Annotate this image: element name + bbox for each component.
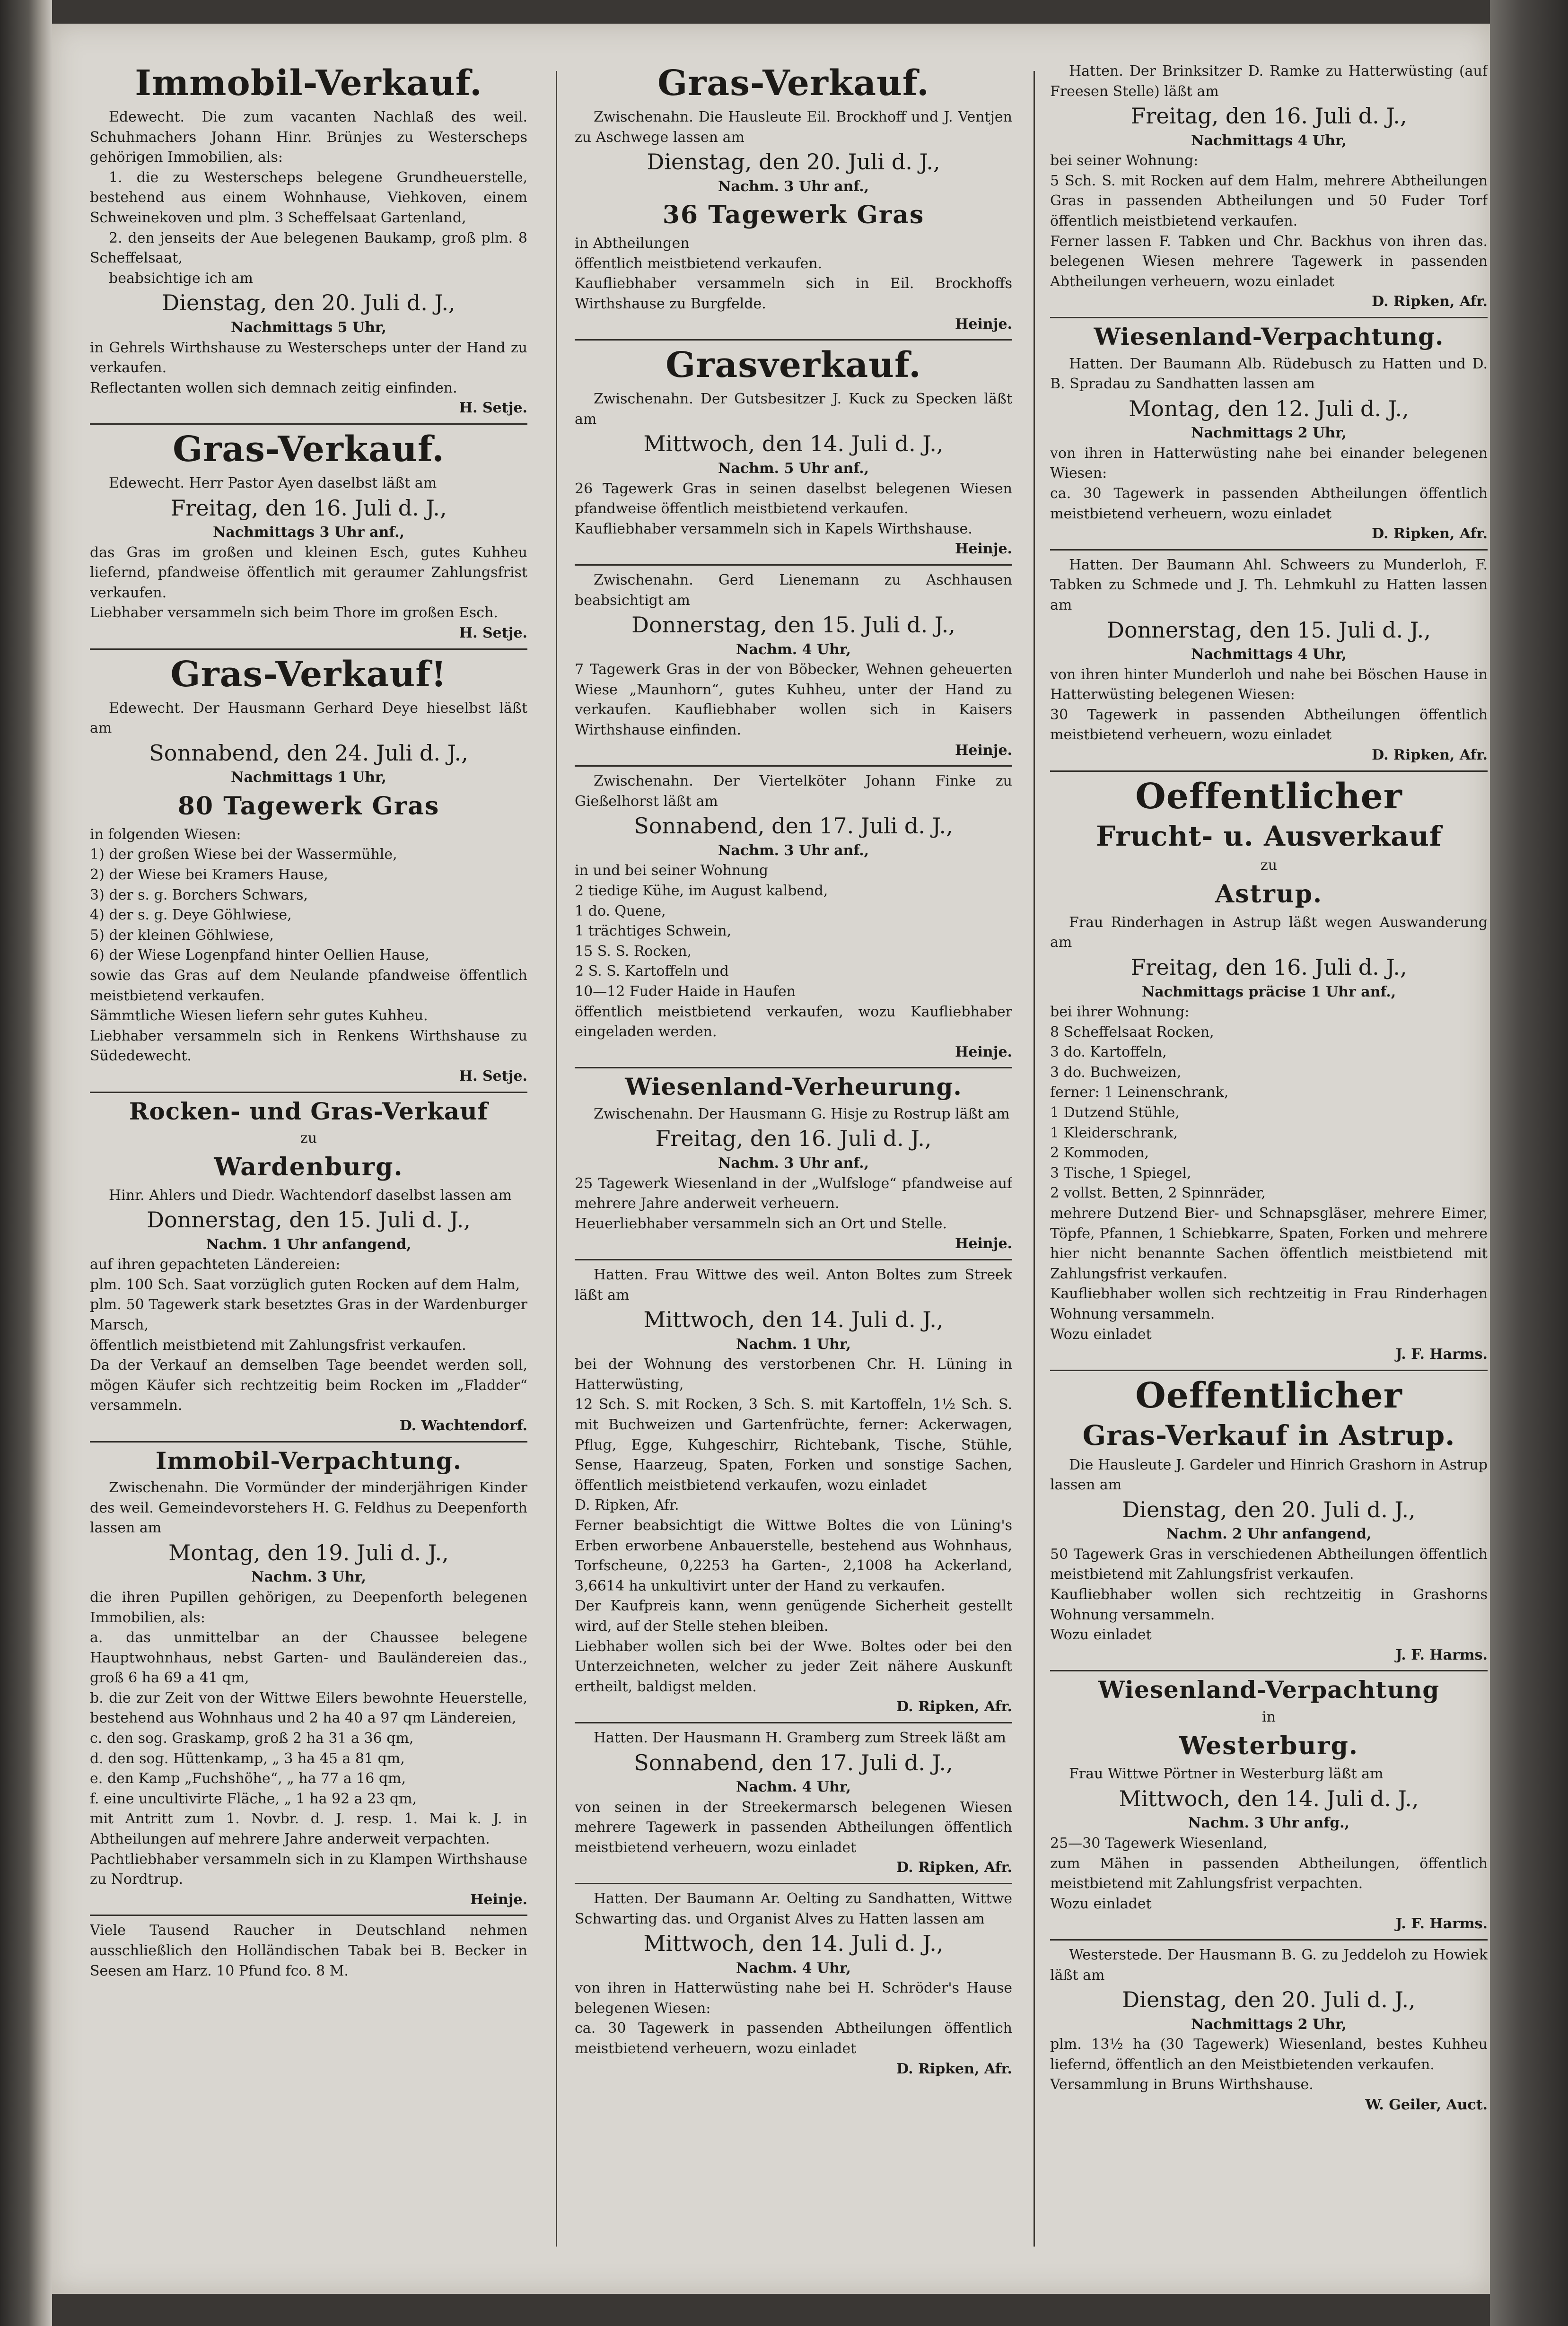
ad-text: 15 S. S. Rocken,	[575, 943, 692, 960]
ad-text: Zwischenahn. Gerd Lienemann zu Aschhausen beabsichtigt am	[575, 571, 1012, 609]
ad-text: Hatten. Frau Wittwe des weil. Anton Boltes zum Streek läßt am	[575, 1266, 1012, 1303]
ad-signature: W. Geiler, Auct.	[1365, 2097, 1488, 2114]
ad-heading: Gras-Verkauf.	[173, 428, 445, 470]
ad-text: Kaufliebhaber versammeln sich in Kapels Wirthshause.	[575, 520, 972, 537]
ad-date: Donnerstag, den 15. Juli d. J.,	[147, 1207, 471, 1233]
ad-date: Freitag, den 16. Juli d. J.,	[170, 495, 447, 521]
ad-text: Zwischenahn. Die Hausleute Eil. Brockhoff und J. Ventjen zu Aschwege lassen am	[575, 109, 1012, 146]
ad-text: 26 Tagewerk Gras in seinen daselbst belegenen Wiesen pfandweise öffentlich meistbietend verkaufen.	[575, 480, 1012, 517]
advertisement	[575, 345, 1012, 566]
ad-heading: Immobil-Verkauf.	[135, 63, 482, 104]
ad-date: Donnerstag, den 15. Juli d. J.,	[1107, 617, 1431, 643]
ad-text: bei ihrer Wohnung:	[1050, 1004, 1190, 1021]
ad-text: Wozu einladet	[1050, 1326, 1152, 1343]
ad-text: Heuerliebhaber versammeln sich an Ort und Stelle.	[575, 1215, 947, 1232]
ad-text: Hatten. Der Hausmann H. Gramberg zum Streek läßt am	[594, 1729, 1006, 1746]
ad-text: von ihren hinter Munderloh und nahe bei Böschen Hause in Hatterwüsting belegenen Wiesen:	[1050, 666, 1488, 703]
advertisement	[575, 1728, 1012, 1884]
ad-text: Liebhaber wollen sich bei der Wwe. Boltes oder bei den Unterzeichneten, welcher zu jeder Zeit nähere Auskunft ertheilt, baldigst melden.	[575, 1638, 1012, 1695]
ad-text: 30 Tagewerk in passenden Abtheilungen öffentlich meistbietend verheuern, wozu einladet	[1050, 706, 1488, 743]
ad-date: Sonnabend, den 24. Juli d. J.,	[149, 740, 468, 766]
ad-text: f. eine uncultivirte Fläche, „ 1 ha 92 a 23 qm,	[90, 1790, 417, 1807]
ad-text: in folgenden Wiesen:	[90, 826, 241, 843]
advertisement	[90, 429, 527, 650]
ad-text: Kaufliebhaber wollen sich rechtzeitig in Frau Rinderhagen Wohnung versammeln.	[1050, 1285, 1488, 1323]
ad-date: Montag, den 12. Juli d. J.,	[1129, 395, 1409, 421]
ad-date: Freitag, den 16. Juli d. J.,	[1130, 954, 1407, 980]
ad-signature: D. Ripken, Afr.	[1372, 293, 1488, 310]
ad-signature: Heinje.	[955, 541, 1012, 558]
ad-text: von ihren in Hatterwüsting nahe bei H. Schröder's Hause belegenen Wiesen:	[575, 1980, 1012, 2017]
ad-text: Kaufliebhaber versammeln sich in Eil. Brockhoffs Wirthshause zu Burgfelde.	[575, 275, 1012, 312]
ad-heading: Oeffentlicher	[1135, 1375, 1402, 1416]
ad-text: 3 do. Buchweizen,	[1050, 1064, 1182, 1081]
ad-text: Liebhaber versammeln sich beim Thore im großen Esch.	[90, 604, 498, 621]
ad-text: d. den sog. Hüttenkamp, „ 3 ha 45 a 81 qm,	[90, 1750, 405, 1767]
ad-text: 8 Scheffelsaat Rocken,	[1050, 1023, 1214, 1041]
ad-text: in Abtheilungen	[575, 235, 690, 252]
ad-text: zu	[300, 1130, 317, 1147]
ad-highlight: 36 Tagewerk Gras	[662, 201, 925, 230]
ad-text: zu	[1260, 857, 1278, 874]
ad-text: plm. 100 Sch. Saat vorzüglich guten Rocken auf dem Halm,	[90, 1276, 520, 1293]
ad-signature: H. Setje.	[459, 625, 527, 642]
ad-time: Nachmittags 4 Uhr,	[1191, 646, 1347, 663]
ad-text: in Gehrels Wirthshause zu Westerscheps unter der Hand zu verkaufen.	[90, 339, 527, 376]
ad-time: Nachm. 4 Uhr,	[736, 1779, 851, 1796]
ad-text: Edewecht. Die zum vacanten Nachlaß des weil. Schuhmachers Johann Hinr. Brünjes zu Westerscheps gehörigen Immobilien, als:	[90, 109, 527, 166]
ad-text: b. die zur Zeit von der Wittwe Eilers bewohnte Heuerstelle, bestehend aus Wohnhaus und 2 ha 40 a 97 qm Ländereien,	[90, 1689, 527, 1727]
column-middle	[575, 61, 1012, 2261]
ad-text: 50 Tagewerk Gras in verschiedenen Abtheilungen öffentlich meistbietend mit Zahlungsfrist verkaufen.	[1050, 1546, 1488, 1583]
ad-text: Da der Verkauf an demselben Tage beendet werden soll, mögen Käufer sich rechtzeitig beim Rocken im „Fladder“ versammeln.	[90, 1357, 527, 1414]
ad-signature: Heinje.	[955, 315, 1012, 332]
ad-text: 4) der s. g. Deye Göhlwiese,	[90, 907, 292, 924]
ad-time: Nachm. 1 Uhr anfangend,	[206, 1236, 412, 1253]
ad-time: Nachm. 4 Uhr,	[736, 641, 851, 658]
ad-heading: Grasverkauf.	[666, 345, 921, 386]
ad-text: a. das unmittelbar an der Chaussee belegene Hauptwohnhaus, nebst Garten- und Bauländereien das., groß 6 ha 69 a 41 qm,	[90, 1629, 527, 1687]
ad-heading: Gras-Verkauf!	[170, 654, 447, 695]
ad-date: Sonnabend, den 17. Juli d. J.,	[634, 1749, 953, 1775]
ad-time: Nachm. 3 Uhr anf.,	[718, 1154, 869, 1172]
ad-signature: J. F. Harms.	[1395, 1346, 1488, 1363]
ad-signature: D. Ripken, Afr.	[896, 1859, 1012, 1876]
ad-text: Westerstede. Der Hausmann B. G. zu Jeddeloh zu Howiek läßt am	[1050, 1947, 1488, 1984]
ad-highlight: Wardenburg.	[214, 1152, 403, 1181]
ad-text: Die Hausleute J. Gardeler und Hinrich Grashorn in Astrup lassen am	[1050, 1456, 1488, 1494]
ad-time: Nachmittags präcise 1 Uhr anf.,	[1141, 983, 1396, 1000]
ad-signature: Heinje.	[955, 742, 1012, 759]
ad-text: bei seiner Wohnung:	[1050, 152, 1199, 169]
ad-text: 7 Tagewerk Gras in der von Böbecker, Wehnen geheuerten Wiese „Maunhorn“, gutes Kuhheu, unter der Hand zu verkaufen. Kaufliebhaber wollen sich in Kaisers Wirthshause einfinden.	[575, 661, 1012, 738]
ad-date: Dienstag, den 20. Juli d. J.,	[1122, 1496, 1416, 1522]
ad-text: ca. 30 Tagewerk in passenden Abtheilungen öffentlich meistbietend verheuern, wozu einladet	[1050, 485, 1488, 522]
ad-signature: Heinje.	[955, 1043, 1012, 1060]
ad-text: ferner: 1 Leinenschrank,	[1050, 1084, 1229, 1101]
ad-text: 2 Kommoden,	[1050, 1145, 1149, 1162]
ad-text: c. den sog. Graskamp, groß 2 ha 31 a 36 qm,	[90, 1730, 414, 1747]
advertisement	[1050, 555, 1488, 772]
ad-text: 10—12 Fuder Haide in Haufen	[575, 983, 796, 1000]
ad-heading: Wiesenland-Verheurung.	[625, 1073, 962, 1101]
ad-text: 6) der Wiese Logenpfand hinter Oellien Hause,	[90, 947, 429, 964]
ad-heading: Immobil-Verpachtung.	[155, 1446, 462, 1475]
ad-text: Der Kaufpreis kann, wenn genügende Sicherheit gestellt wird, auf der Stelle stehen bleiben.	[575, 1598, 1012, 1635]
ad-text: auf ihren gepachteten Ländereien:	[90, 1256, 341, 1273]
ad-text: in	[1262, 1708, 1276, 1725]
ad-time: Nachmittags 4 Uhr,	[1191, 132, 1347, 149]
ad-text: Zwischenahn. Der Gutsbesitzer J. Kuck zu Specken läßt am	[575, 391, 1012, 428]
ad-text: Wozu einladet	[1050, 1626, 1152, 1644]
ad-text: 12 Sch. S. mit Rocken, 3 Sch. S. mit Kartoffeln, 1½ Sch. S. mit Buchweizen und Gartenfrüchte, ferner: Ackerwagen, Pflug, Egge, Kuhgeschirr, Richtebank, Tische, Stühle, Sense, Haarzeug, Spaten, Forken und sonstige Sachen, öffentlich meistbietend verkaufen, wozu einladet	[575, 1396, 1012, 1494]
ad-text: beabsichtige ich am	[109, 270, 253, 287]
ad-text: Liebhaber versammeln sich in Renkens Wirthshause zu Südedewecht.	[90, 1027, 527, 1065]
ad-text: 3) der s. g. Borchers Schwars,	[90, 886, 308, 903]
advertisement	[575, 771, 1012, 1068]
ad-text: 2) der Wiese bei Kramers Hause,	[90, 866, 328, 883]
advertisement	[1050, 777, 1488, 1371]
ad-text: 3 Tische, 1 Spiegel,	[1050, 1164, 1191, 1181]
ad-text: Ferner lassen F. Tabken und Chr. Backhus von ihren das. belegenen Wiesen mehrere Tagewerk in passenden Abtheilungen verheuern, wozu einladet	[1050, 233, 1488, 290]
ad-text: ca. 30 Tagewerk in passenden Abtheilungen öffentlich meistbietend verheuern, wozu einladet	[575, 2020, 1012, 2057]
ad-text: D. Ripken, Afr.	[575, 1497, 679, 1514]
ad-highlight: Westerburg.	[1179, 1731, 1359, 1760]
ad-text: Edewecht. Der Hausmann Gerhard Deye hieselbst läßt am	[90, 700, 527, 737]
newspaper-page	[52, 24, 1490, 2294]
ad-text: das Gras im großen und kleinen Esch, gutes Kuhheu liefernd, pfandweise öffentlich mit geraumer Zahlungsfrist verkaufen.	[90, 544, 527, 601]
advertisement	[90, 1447, 527, 1916]
ad-signature: J. F. Harms.	[1395, 1646, 1488, 1663]
ad-date: Dienstag, den 20. Juli d. J.,	[1122, 1987, 1416, 2013]
ad-date: Mittwoch, den 14. Juli d. J.,	[643, 1307, 944, 1333]
ad-heading: Frucht- u. Ausverkauf	[1096, 820, 1442, 852]
ad-text: die ihren Pupillen gehörigen, zu Deepenforth belegenen Immobilien, als:	[90, 1589, 527, 1626]
ad-text: Hatten. Der Brinksitzer D. Ramke zu Hatterwüsting (auf Freesen Stelle) läßt am	[1050, 63, 1488, 100]
ad-text: 1) der großen Wiese bei der Wassermühle,	[90, 846, 397, 863]
ad-signature: D. Ripken, Afr.	[1372, 525, 1488, 542]
ad-date: Dienstag, den 20. Juli d. J.,	[162, 290, 456, 316]
ad-text: 2. den jenseits der Aue belegenen Baukamp, groß plm. 8 Scheffelsaat,	[90, 229, 527, 267]
ad-text: Edewecht. Herr Pastor Ayen daselbst läßt am	[109, 475, 437, 491]
ad-text: Kaufliebhaber wollen sich rechtzeitig in Grashorns Wohnung versammeln.	[1050, 1586, 1488, 1623]
ad-text: Hinr. Ahlers und Diedr. Wachtendorf daselbst lassen am	[109, 1187, 512, 1204]
ad-text: 2 S. S. Kartoffeln und	[575, 963, 729, 980]
ad-text: mit Antritt zum 1. Novbr. d. J. resp. 1. Mai k. J. in Abtheilungen auf mehrere Jahre anderweit verpachten.	[90, 1810, 527, 1848]
column-divider	[556, 71, 557, 2247]
ad-date: Sonnabend, den 17. Juli d. J.,	[634, 813, 953, 839]
advertisement	[1050, 1945, 1488, 2120]
ad-text: öffentlich meistbietend mit Zahlungsfrist verkaufen.	[90, 1337, 466, 1354]
ad-text: Zwischenahn. Der Hausmann G. Hisje zu Rostrup läßt am	[594, 1105, 1010, 1122]
ad-heading: Wiesenland-Verpachtung.	[1094, 323, 1444, 351]
advertisement	[575, 570, 1012, 767]
ad-time: Nachm. 3 Uhr anf.,	[718, 178, 869, 195]
ad-text: e. den Kamp „Fuchshöhe“, „ ha 77 a 16 qm,	[90, 1770, 406, 1787]
ad-time: Nachm. 2 Uhr anfangend,	[1166, 1526, 1372, 1543]
ad-text: plm. 50 Tagewerk stark besetztes Gras in der Wardenburger Marsch,	[90, 1296, 527, 1333]
column-left	[90, 61, 527, 2261]
ad-date: Dienstag, den 20. Juli d. J.,	[647, 149, 940, 175]
ad-text: zum Mähen in passenden Abtheilungen, öffentlich meistbietend mit Zahlungsfrist verpachten.	[1050, 1855, 1488, 1892]
ad-date: Freitag, den 16. Juli d. J.,	[655, 1126, 932, 1152]
ad-heading: Gras-Verkauf.	[657, 63, 929, 104]
book-spine	[0, 0, 52, 2326]
ad-text: von seinen in der Streekermarsch belegenen Wiesen mehrere Tagewerk in passenden Abtheilungen öffentlich meistbietend verheuern, wozu einladet	[575, 1799, 1012, 1856]
advertisement	[575, 1889, 1012, 2084]
ad-date: Mittwoch, den 14. Juli d. J.,	[643, 1931, 944, 1957]
ad-text: 1 Dutzend Stühle,	[1050, 1104, 1180, 1121]
ad-text: 5) der kleinen Göhlwiese,	[90, 927, 274, 944]
ad-time: Nachmittags 5 Uhr,	[231, 319, 386, 336]
advertisement	[575, 1073, 1012, 1260]
advertisement	[90, 1098, 527, 1443]
ad-heading: Oeffentlicher	[1135, 776, 1402, 817]
advertisement	[1050, 1676, 1488, 1941]
column-divider	[1034, 71, 1035, 2247]
advertisement	[575, 63, 1012, 341]
ad-text: 25—30 Tagewerk Wiesenland,	[1050, 1835, 1268, 1852]
ad-time: Nachmittags 2 Uhr,	[1191, 2016, 1347, 2033]
ad-text: Reflectanten wollen sich demnach zeitig einfinden.	[90, 379, 457, 396]
ad-text: 1 Kleiderschrank,	[1050, 1124, 1178, 1141]
ad-text: 3 do. Kartoffeln,	[1050, 1044, 1167, 1061]
ad-text: 1 do. Quene,	[575, 902, 666, 919]
ad-signature: J. F. Harms.	[1395, 1915, 1488, 1933]
ad-text: 1 trächtiges Schwein,	[575, 923, 732, 940]
ad-time: Nachm. 3 Uhr,	[251, 1569, 366, 1586]
ad-text: 2 tiedige Kühe, im August kalbend,	[575, 883, 828, 900]
advertisement	[575, 1265, 1012, 1723]
ad-signature: Heinje.	[955, 1235, 1012, 1252]
ad-text: öffentlich meistbietend verkaufen.	[575, 255, 823, 272]
ad-time: Nachmittags 2 Uhr,	[1191, 425, 1347, 442]
ad-text: Zwischenahn. Die Vormünder der minderjährigen Kinder des weil. Gemeindevorstehers H. G. Feldhus zu Deepenforth lassen am	[90, 1479, 527, 1537]
ad-text: 5 Sch. S. mit Rocken auf dem Halm, mehrere Abtheilungen Gras in passenden Abtheilungen und 50 Fuder Torf öffentlich meistbietend verkaufen.	[1050, 172, 1488, 230]
ad-text: Zwischenahn. Der Viertelköter Johann Finke zu Gießelhorst läßt am	[575, 773, 1012, 810]
ad-time: Nachm. 3 Uhr anfg.,	[1188, 1815, 1350, 1832]
ad-text: mehrere Dutzend Bier- und Schnapsgläser, mehrere Eimer, Töpfe, Pfannen, 1 Schiebkarre, Spaten, Forken und mehrere hier nicht benannte Sachen öffentlich meistbietend mit Zahlungsfrist verkaufen.	[1050, 1205, 1488, 1282]
ad-text: 2 vollst. Betten, 2 Spinnräder,	[1050, 1185, 1266, 1202]
ad-date: Mittwoch, den 14. Juli d. J.,	[1119, 1785, 1419, 1811]
ad-text: in und bei seiner Wohnung	[575, 862, 768, 879]
column-right	[1050, 61, 1488, 2261]
ad-signature: D. Ripken, Afr.	[896, 2060, 1012, 2077]
ad-text: plm. 13½ ha (30 Tagewerk) Wiesenland, bestes Kuhheu liefernd, öffentlich an den Meistbietenden verkaufen.	[1050, 2036, 1488, 2073]
page-edge	[1490, 0, 1568, 2326]
advertisement	[90, 63, 527, 425]
ad-date: Montag, den 19. Juli d. J.,	[168, 1539, 449, 1565]
ad-text: sowie das Gras auf dem Neulande pfandweise öffentlich meistbietend verkaufen.	[90, 967, 527, 1004]
advertisement	[90, 655, 527, 1093]
ad-text: Ferner beabsichtigt die Wittwe Boltes die von Lüning's Erben erworbene Anbauerstelle, bestehend aus Wohnhaus, Torfscheune, 0,2253 ha Garten-, 2,1008 ha Ackerland, 3,6614 ha unkultivirt unter der Hand zu verkaufen.	[575, 1517, 1012, 1594]
ad-signature: D. Ripken, Afr.	[1372, 747, 1488, 764]
ad-date: Mittwoch, den 14. Juli d. J.,	[643, 431, 944, 457]
ad-time: Nachmittags 1 Uhr,	[231, 769, 386, 786]
ad-text: Frau Wittwe Pörtner in Westerburg läßt am	[1069, 1766, 1384, 1783]
ad-date: Donnerstag, den 15. Juli d. J.,	[631, 612, 955, 638]
ad-text: von ihren in Hatterwüsting nahe bei einander belegenen Wiesen:	[1050, 445, 1488, 482]
ad-heading: Gras-Verkauf in Astrup.	[1082, 1419, 1455, 1452]
ad-signature: H. Setje.	[459, 400, 527, 417]
ad-highlight: Astrup.	[1215, 880, 1323, 909]
ad-time: Nachm. 3 Uhr anf.,	[718, 842, 869, 859]
ad-text: Hatten. Der Baumann Ar. Oelting zu Sandhatten, Wittwe Schwarting das. und Organist Alves zu Hatten lassen am	[575, 1890, 1012, 1927]
ad-highlight: 80 Tagewerk Gras	[177, 792, 440, 821]
ad-heading: Wiesenland-Verpachtung	[1098, 1676, 1440, 1704]
ad-text: Pachtliebhaber versammeln sich in zu Klampen Wirthshause zu Nordtrup.	[90, 1851, 527, 1888]
ad-time: Nachm. 5 Uhr anf.,	[718, 460, 869, 477]
ad-heading: Rocken- und Gras-Verkauf	[129, 1097, 489, 1125]
ad-text: Hatten. Der Baumann Alb. Rüdebusch zu Hatten und D. B. Spradau zu Sandhatten lassen am	[1050, 355, 1488, 393]
ad-text: Frau Rinderhagen in Astrup läßt wegen Auswanderung am	[1050, 914, 1488, 951]
advertisement	[1050, 323, 1488, 551]
ad-date: Freitag, den 16. Juli d. J.,	[1130, 103, 1407, 129]
ad-text: bei der Wohnung des verstorbenen Chr. H. Lüning in Hatterwüsting,	[575, 1356, 1012, 1393]
ad-signature: D. Ripken, Afr.	[896, 1698, 1012, 1715]
ad-time: Nachm. 4 Uhr,	[736, 1959, 851, 1976]
advertisement	[90, 1921, 527, 1986]
ad-time: Nachm. 1 Uhr,	[736, 1336, 851, 1353]
advertisement	[1050, 1376, 1488, 1672]
ad-notice: Viele Tausend Raucher in Deutschland nehmen ausschließlich den Holländischen Tabak bei B. Becker in Seesen am Harz. 10 Pfund fco. 8 M.	[90, 1922, 527, 1979]
advertisement	[1050, 61, 1488, 318]
ad-time: Nachmittags 3 Uhr anf.,	[212, 524, 405, 541]
ad-text: Hatten. Der Baumann Ahl. Schweers zu Munderloh, F. Tabken zu Schmede und J. Th. Lehmkuhl zu Hatten lassen am	[1050, 556, 1488, 613]
ad-text: Sämmtliche Wiesen liefern sehr gutes Kuhheu.	[90, 1007, 428, 1024]
ad-text: 1. die zu Westerscheps belegene Grundheuerstelle, bestehend aus einem Wohnhause, Viehkoven, einem Schweinekoven und plm. 3 Scheffelsaat Gartenland,	[90, 169, 527, 227]
ad-signature: Heinje.	[470, 1891, 527, 1908]
ad-signature: H. Setje.	[459, 1067, 527, 1084]
ad-text: 25 Tagewerk Wiesenland in der „Wulfsloge“ pfandweise auf mehrere Jahre anderweit verheuern.	[575, 1175, 1012, 1212]
ad-text: öffentlich meistbietend verkaufen, wozu Kaufliebhaber eingeladen werden.	[575, 1003, 1012, 1041]
ad-text: Wozu einladet	[1050, 1895, 1152, 1912]
ad-signature: D. Wachtendorf.	[399, 1417, 527, 1434]
ad-text: Versammlung in Bruns Wirthshause.	[1050, 2076, 1314, 2093]
